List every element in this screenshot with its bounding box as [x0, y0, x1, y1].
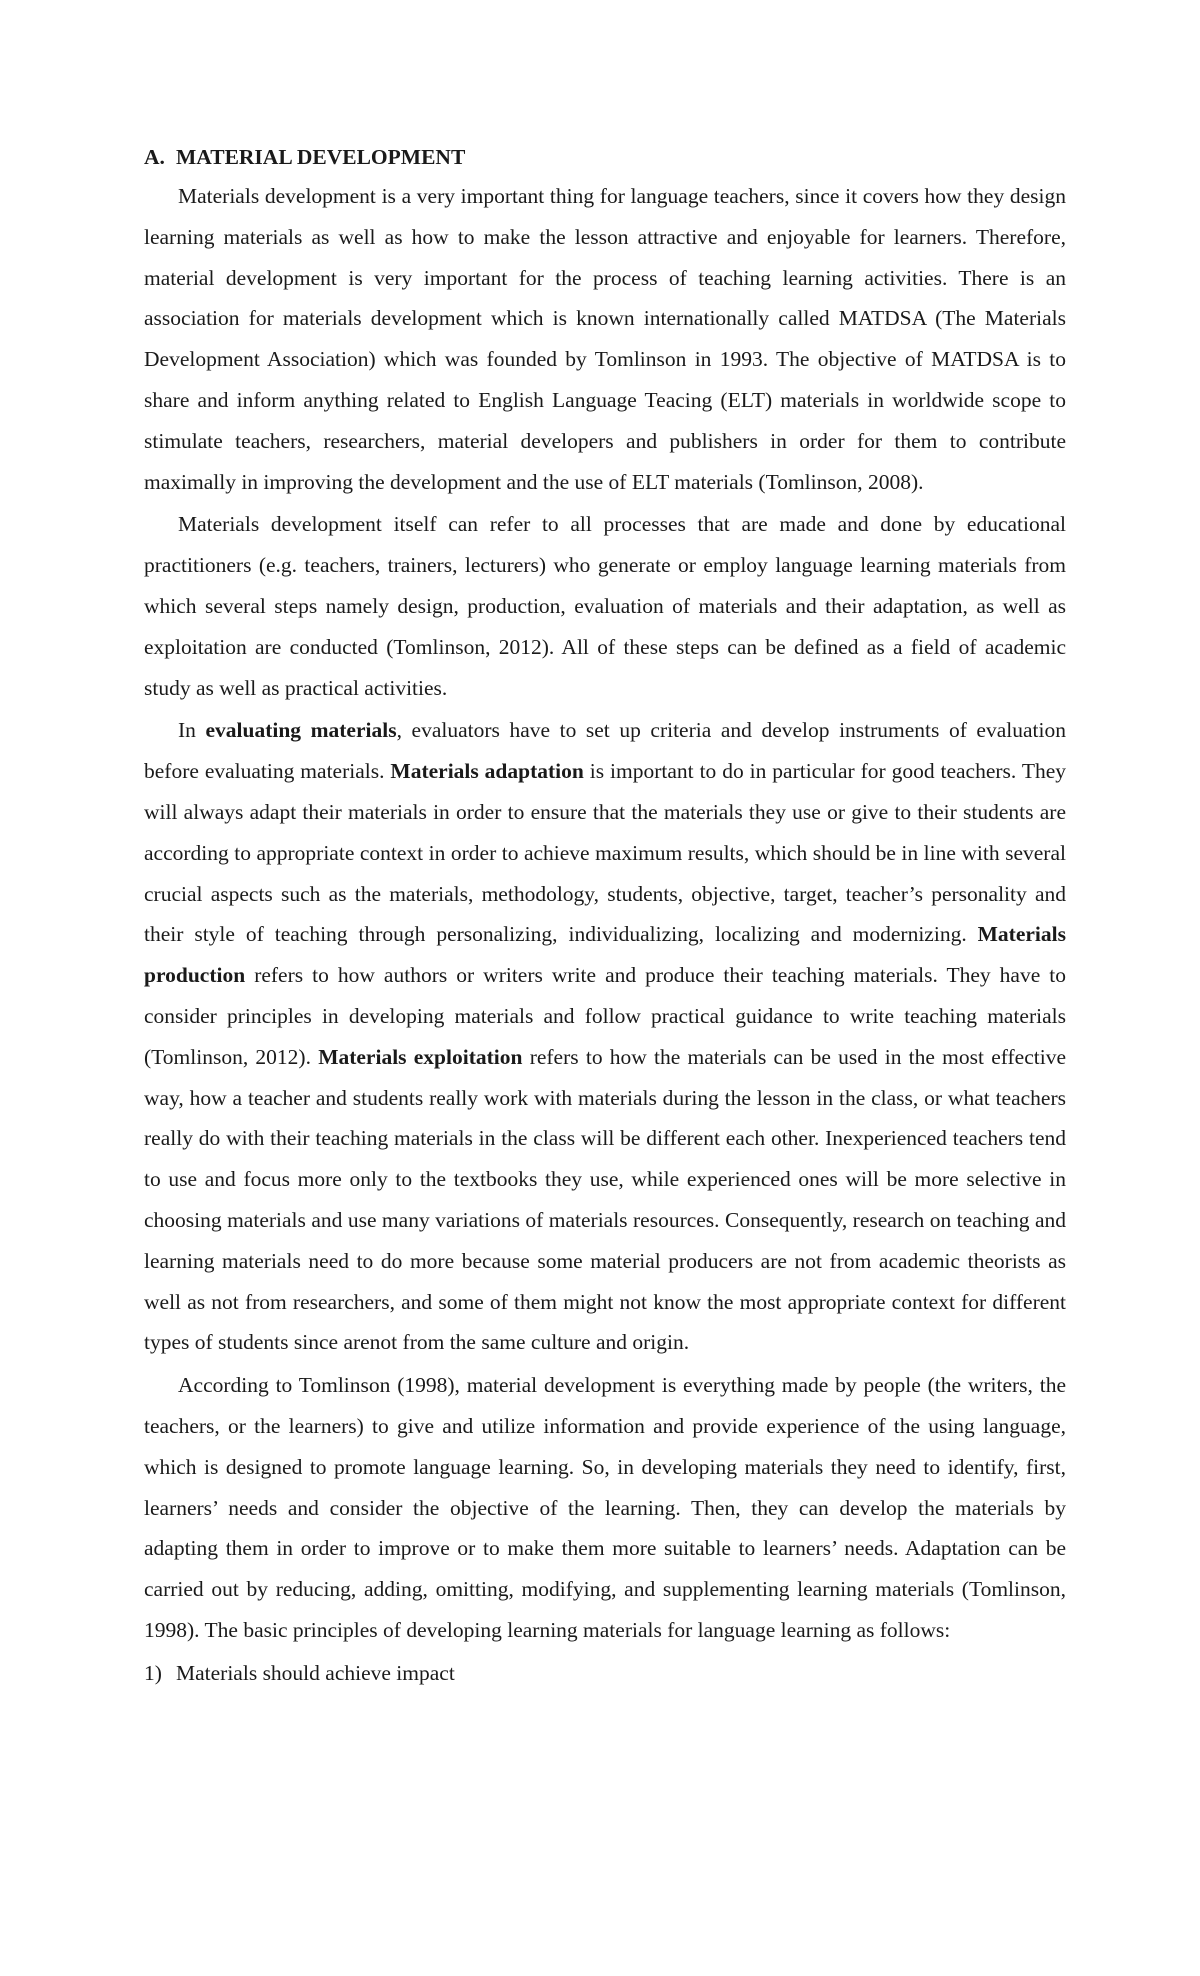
term-evaluating-materials: evaluating materials [205, 718, 397, 743]
paragraph-3-text-5: refers to how the materials can be used in the most effective way, how a teacher and students really work with materials during the lesson in the class, or what teachers really do with their teaching materials in the class will be different each other. Inexperienced teachers tend to use and focus more only to the textbooks they use, while experienced ones will be more selective in choosing materials and use many variations of materials resources. Consequently, research on teaching and learning materials need to do more because some material producers are not from academic theorists as well as not from researchers, and some of them might not know the most appropriate context for different types of students since arenot from the same culture and origin. [144, 1044, 1066, 1355]
paragraph-3-text-4: refers to how authors or writers write and produce their teaching materials. They have to consider principles in developing materials and follow practical guidance to write teaching materials (Tomlinson, 2012). [144, 963, 1066, 1069]
section-heading [144, 140, 1066, 174]
paragraph-3-text-2: , evaluators have to set up criteria and develop instruments of evaluation before evaluating materials. [144, 718, 1066, 784]
section-number: A. [144, 145, 165, 169]
list-item-text: Materials should achieve impact [176, 1660, 455, 1685]
list-item [144, 1653, 1066, 1694]
paragraph-2: Materials development itself can refer to all processes that are made and done by educational practitioners (e.g. teachers, trainers, lecturers) who generate or employ language learning materials from which several steps namely design, production, evaluation of materials and their adaptation, as well as exploitation are conducted (Tomlinson, 2012). All of these steps can be defined as a field of academic study as well as practical activities. [144, 512, 1066, 700]
term-materials-adaptation: Materials adaptation [390, 759, 584, 784]
paragraph-4: According to Tomlinson (1998), material development is everything made by people (the writers, the teachers, or the learners) to give and utilize information and provide experience of the using language, which is designed to promote language learning. So, in developing materials they need to identify, first, learners’ needs and consider the objective of the learning. Then, they can develop the materials by adapting them in order to improve or to make them more suitable to learners’ needs. Adaptation can be carried out by reducing, adding, omitting, modifying, and supplementing learning materials (Tomlinson, 1998). The basic principles of developing learning materials for language learning as follows: [144, 1373, 1066, 1642]
section-title: MATERIAL DEVELOPMENT [176, 145, 466, 169]
term-materials-exploitation: Materials exploitation [318, 1044, 523, 1069]
paragraph-1: Materials development is a very important thing for language teachers, since it covers how they design learning materials as well as how to make the lesson attractive and enjoyable for learners. Therefore, material development is very important for the process of teaching learning activities. There is an association for materials development which is known internationally called MATDSA (The Materials Development Association) which was founded by Tomlinson in 1993. The objective of MATDSA is to share and inform anything related to English Language Teacing (ELT) materials in worldwide scope to stimulate teachers, researchers, material developers and publishers in order for them to contribute maximally in improving the development and the use of ELT materials (Tomlinson, 2008). [144, 184, 1066, 494]
paragraph-3-text-3: is important to do in particular for good teachers. They will always adapt their materials in order to ensure that the materials they use or give to their students are according to appropriate context in order to achieve maximum results, which should be in line with several crucial aspects such as the materials, methodology, students, objective, target, teacher’s personality and their style of teaching through personalizing, individualizing, localizing and modernizing. [144, 759, 1066, 947]
term-materials-production: Materials production [144, 922, 1066, 988]
paragraph-3-text-1: In [178, 718, 206, 743]
paragraph-3 [144, 710, 1066, 1363]
list-item-number: 1) [144, 1660, 162, 1685]
document-body [144, 140, 1066, 1693]
